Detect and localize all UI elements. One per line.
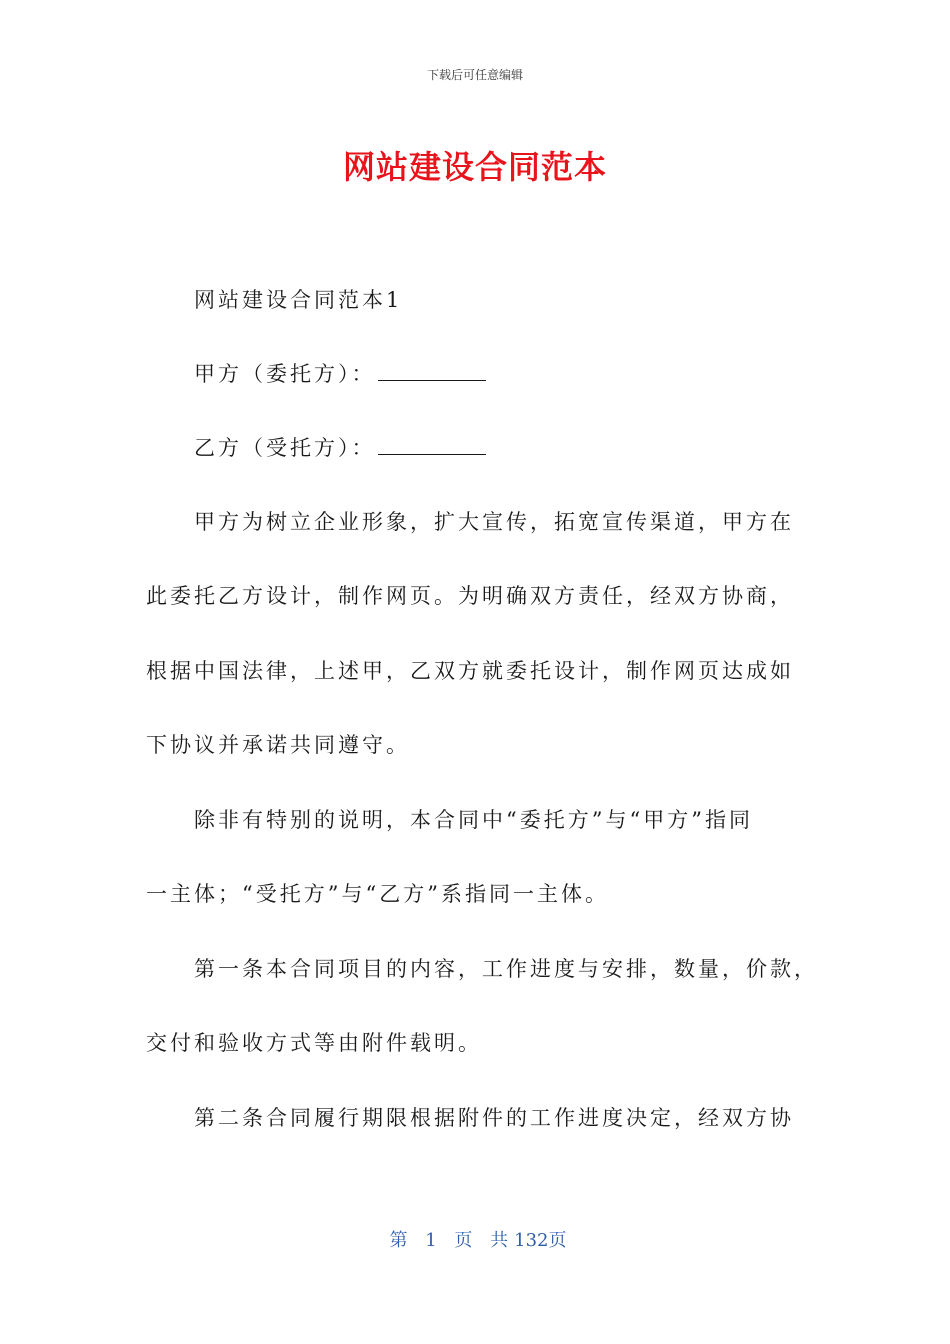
party-b-line xyxy=(194,432,486,462)
paragraph-line: 第二条合同履行期限根据附件的工作进度决定，经双方协 xyxy=(194,1106,794,1130)
paragraph-line: 第一条本合同项目的内容，工作进度与安排，数量，价款， xyxy=(194,957,818,981)
party-a-blank[interactable] xyxy=(378,360,486,381)
paragraph-line: 一主体；“受托方”与“乙方”系指同一主体。 xyxy=(146,882,609,906)
page-footer xyxy=(0,1226,950,1252)
paragraph-line: 交付和验收方式等由附件载明。 xyxy=(146,1031,482,1055)
document-title: 网站建设合同范本 xyxy=(342,148,607,186)
paragraph-line: 根据中国法律，上述甲，乙双方就委托设计，制作网页达成如 xyxy=(146,659,794,683)
total-pages: 132 xyxy=(514,1230,549,1251)
total-suffix: 页 xyxy=(548,1230,567,1251)
page-prefix: 第 xyxy=(389,1230,408,1251)
header-note: 下载后可任意编辑 xyxy=(426,68,523,82)
paragraph-line: 下协议并承诺共同遵守。 xyxy=(146,733,410,757)
party-a-line xyxy=(194,358,486,388)
paragraph-line: 此委托乙方设计，制作网页。为明确双方责任，经双方协商， xyxy=(146,584,794,608)
page-number: 1 xyxy=(425,1230,437,1251)
contract-subtitle: 网站建设合同范本1 xyxy=(194,288,403,312)
page-suffix: 页 xyxy=(454,1230,473,1251)
paragraph-line: 甲方为树立企业形象，扩大宣传，拓宽宣传渠道，甲方在 xyxy=(194,510,794,534)
party-a-label: 甲方（委托方）： xyxy=(194,362,376,386)
paragraph-line: 除非有特别的说明，本合同中“委托方”与“甲方”指同 xyxy=(194,808,753,832)
total-prefix: 共 xyxy=(490,1230,509,1251)
party-b-label: 乙方（受托方）： xyxy=(194,436,376,460)
party-b-blank[interactable] xyxy=(378,434,486,455)
